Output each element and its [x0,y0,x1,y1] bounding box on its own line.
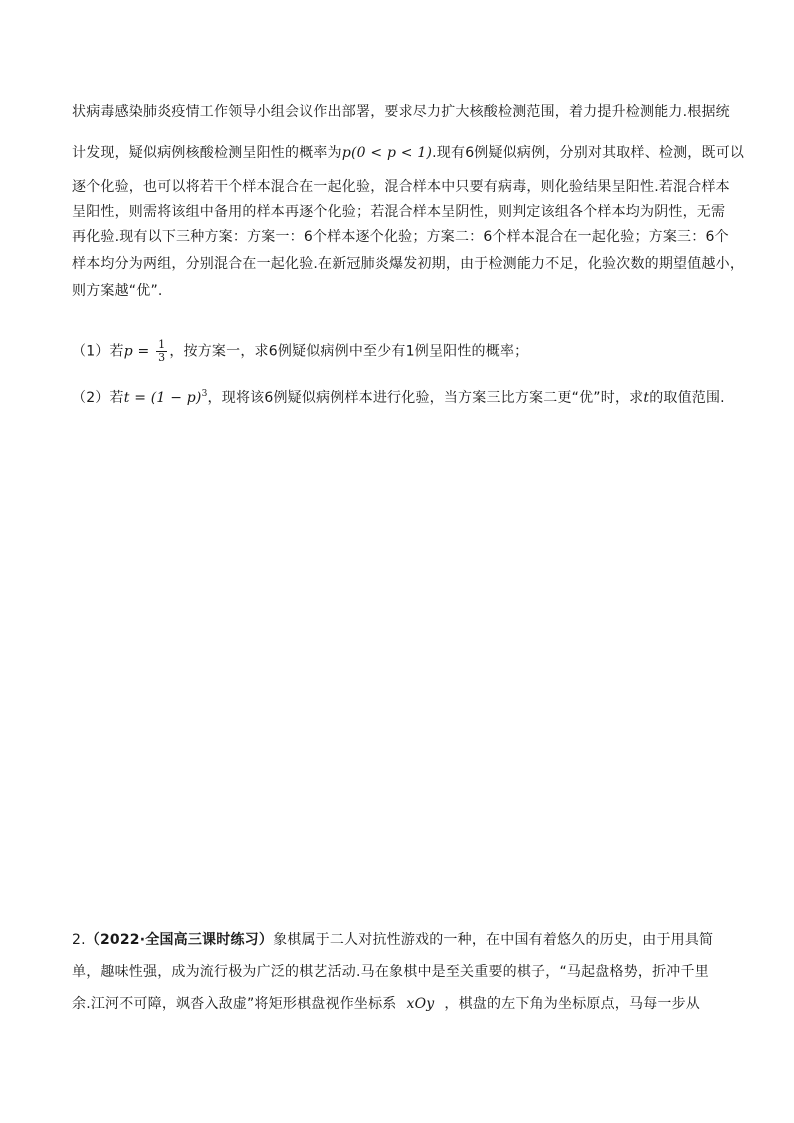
fraction-denominator: 3 [158,351,166,364]
problem2-source: （2022·全国高三课时练习） [85,932,274,948]
question-1 [72,339,732,364]
fraction-one-third [156,339,167,364]
problem2-line3 [72,994,732,1014]
problem2-line2: 单，趣味性强，成为流行极为广泛的棋艺活动.马在象棋中是至关重要的棋子，“马起盘格势，折冲千里 [72,964,709,980]
problem1-line3: 逐个化验，也可以将若干个样本混合在一起化验，混合样本中只要有病毒，则化验结果呈阳性.若混合样本 [72,179,730,195]
problem2-line3-text-b: ，棋盘的左下角为坐标原点，马每一步从 [444,996,701,1012]
problem1-line6: 样本均分为两组，分别混合在一起化验.在新冠肺炎爆发初期，由于检测能力不足，化验次数的期望值越小， [72,256,745,272]
problem2-line3-text-a: 余.江河不可障，飒沓入敌虚”将矩形棋盘视作坐标系 [72,996,397,1012]
problem1-line2-text-a: 计发现，疑似病例核酸检测呈阳性的概率为 [72,145,342,161]
problem1-line1: 状病毒感染肺炎疫情工作领导小组会议作出部署，要求尽力扩大核酸检测范围，着力提升检测能力.根据统 [72,104,730,120]
question-2-exponent: 3 [201,389,208,399]
problem1-line4: 呈阳性，则需将该组中备用的样本再逐个化验；若混合样本呈阴性，则判定该组各个样本均为阴性，无需 [72,204,726,220]
question-1-variable: p [123,343,133,360]
question-1-prefix: （1）若 [72,343,124,360]
question-1-text: ，按方案一，求6例疑似病例中至少有1例呈阳性的概率； [169,343,529,360]
problem2-line1-text: 象棋属于二人对抗性游戏的一种，在中国有着悠久的历史，由于用具简 [273,932,714,948]
problem1-line2 [72,143,745,163]
question-2-expression: t = (1 − p) [123,390,202,406]
fraction-numerator: 1 [158,338,166,351]
problem1-line5: 再化验.现有以下三种方案：方案一：6个样本逐个化验；方案二：6个样本混合在一起化验；方案三：6个 [72,229,729,245]
problem2-number: 2. [72,932,86,948]
problem2-line1 [72,930,732,950]
question-2 [72,384,732,408]
problem1-line2-text-b: .现有6例疑似病例，分别对其取样、检测，既可以 [432,145,745,161]
question-2-variable: t [643,390,650,406]
probability-expression: p(0 < p < 1) [341,145,433,161]
question-1-equals: = [132,343,155,360]
problem1-line7: 则方案越“优”. [72,283,163,299]
coordinate-system-label: xOy [406,996,435,1012]
question-2-text-b: 的取值范围. [649,390,725,406]
question-2-text-a: ，现将该6例疑似病例样本进行化验，当方案三比方案二更“优”时，求 [207,390,644,406]
question-2-prefix: （2）若 [72,390,124,406]
